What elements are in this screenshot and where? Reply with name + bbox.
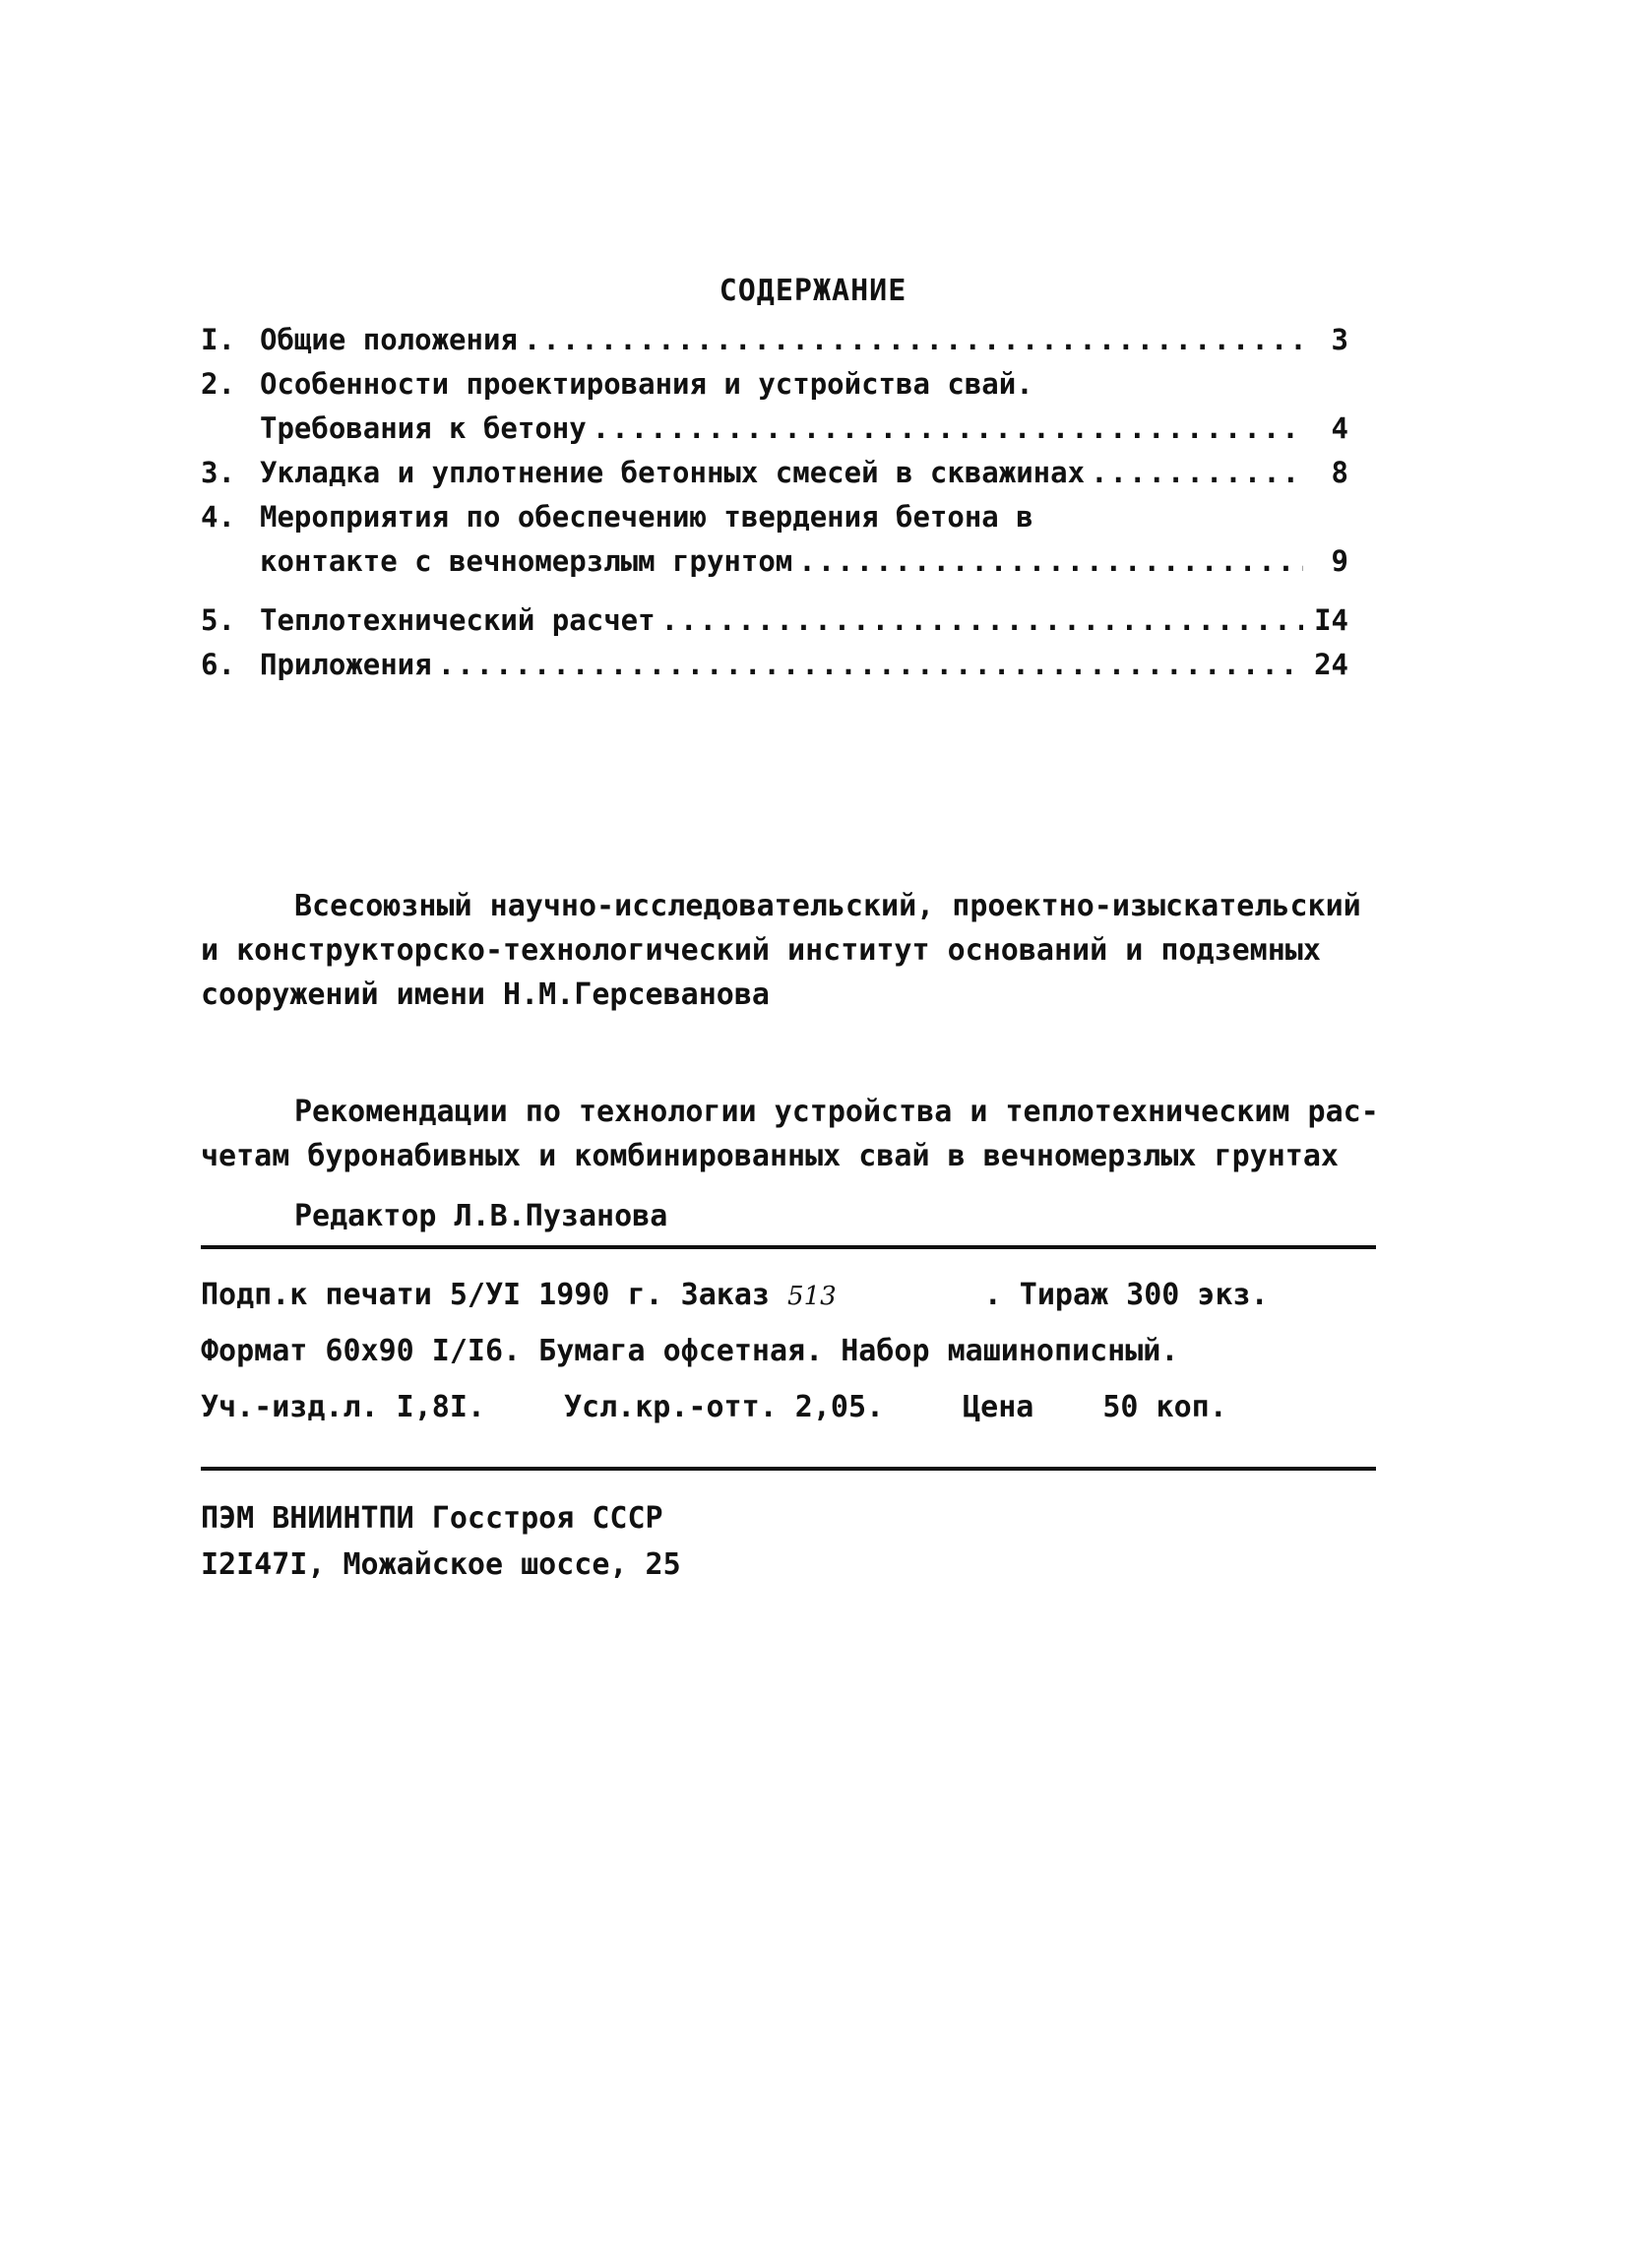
toc-item-page: 3 (1331, 323, 1348, 356)
signed-to-print: Подп.к печати 5/УI 1990 г. (201, 1278, 663, 1312)
toc-leader-dots (524, 323, 1303, 356)
toc-item-title: Мероприятия по обеспечению твердения бетона в (260, 500, 1033, 534)
price-unit: коп. (1156, 1390, 1227, 1424)
toc-item-title: Укладка и уплотнение бетонных смесей в скважинах (260, 456, 1086, 489)
toc-item-page: 4 (1331, 411, 1348, 445)
toc-item-number: I. (201, 323, 235, 356)
toc-leader-dots (661, 603, 1303, 637)
publisher-name: ПЭМ ВНИИНТПИ Госстроя СССР (201, 1501, 663, 1536)
toc-item-title: Требования к бетону (260, 411, 587, 445)
toc-item-3 (201, 456, 1348, 495)
print-run: . Тираж 300 экз. (983, 1278, 1269, 1312)
recommendations-line: четам буронабивных и комбинированных свай в вечномерзлых грунтах (201, 1139, 1339, 1173)
toc-item-page: 8 (1331, 456, 1348, 489)
toc-item-number: 4. (201, 500, 235, 534)
editor-line (201, 1194, 1372, 1238)
toc-item-title: контакте с вечномерзлым грунтом (260, 544, 793, 578)
divider-top (201, 1245, 1376, 1249)
institute-name (201, 884, 1372, 1017)
toc-item-1 (201, 323, 1348, 362)
divider-bottom (201, 1467, 1376, 1471)
toc-item-number: 3. (201, 456, 235, 489)
price-label: Цена (963, 1390, 1034, 1424)
toc-item-title: Особенности проектирования и устройства свай. (260, 367, 1033, 401)
imprint-line-sheets (201, 1390, 1227, 1424)
imprint-line-signed (201, 1278, 1269, 1312)
toc-item-number: 5. (201, 603, 235, 637)
toc-item-title: Теплотехнический расчет (260, 603, 656, 637)
toc-item-4-continued (201, 544, 1348, 584)
usl-kr-ott: Усл.кр.-отт. 2,05. (563, 1390, 885, 1424)
toc-item-2-continued (201, 411, 1348, 451)
toc-item-page: 24 (1314, 648, 1348, 681)
toc-item-number: 6. (201, 648, 235, 681)
publisher-address: I2I47I, Можайское шоссе, 25 (201, 1547, 681, 1582)
imprint-line-format (201, 1334, 1178, 1368)
institute-line: и конструкторско-технологический институт оснований и подземных (201, 933, 1321, 968)
toc-leader-dots (593, 411, 1303, 445)
order-number: 513 (787, 1282, 837, 1311)
order-label: Заказ (680, 1278, 770, 1312)
format-info: Формат 60x90 I/I6. Бумага офсетная. Набор машинописный. (201, 1334, 1179, 1368)
editor-name: Редактор Л.В.Пузанова (294, 1199, 668, 1233)
toc-title: СОДЕРЖАНИЕ (719, 274, 907, 308)
toc-item-6 (201, 648, 1348, 687)
recommendations-line: Рекомендации по технологии устройства и теплотехническим рас- (294, 1095, 1379, 1129)
toc-item-title: Приложения (260, 648, 432, 681)
toc-item-page: 9 (1331, 544, 1348, 578)
institute-line: сооружений имени Н.М.Герсеванова (201, 977, 770, 1012)
toc-item-5 (201, 603, 1348, 643)
toc-leader-dots (798, 544, 1303, 578)
toc-item-number: 2. (201, 367, 235, 401)
toc-item-title: Общие положения (260, 323, 518, 356)
toc-item-4 (201, 500, 1348, 539)
toc-leader-dots (1091, 456, 1303, 489)
toc-leader-dots (438, 648, 1303, 681)
toc-item-2 (201, 367, 1348, 407)
uch-izd-sheets: Уч.-изд.л. I,8I. (201, 1390, 485, 1424)
price-value: 50 (1102, 1390, 1139, 1424)
toc-item-page: I4 (1314, 603, 1348, 637)
institute-line: Всесоюзный научно-исследовательский, проектно-изыскательский (294, 889, 1361, 923)
recommendations-title (201, 1090, 1379, 1178)
